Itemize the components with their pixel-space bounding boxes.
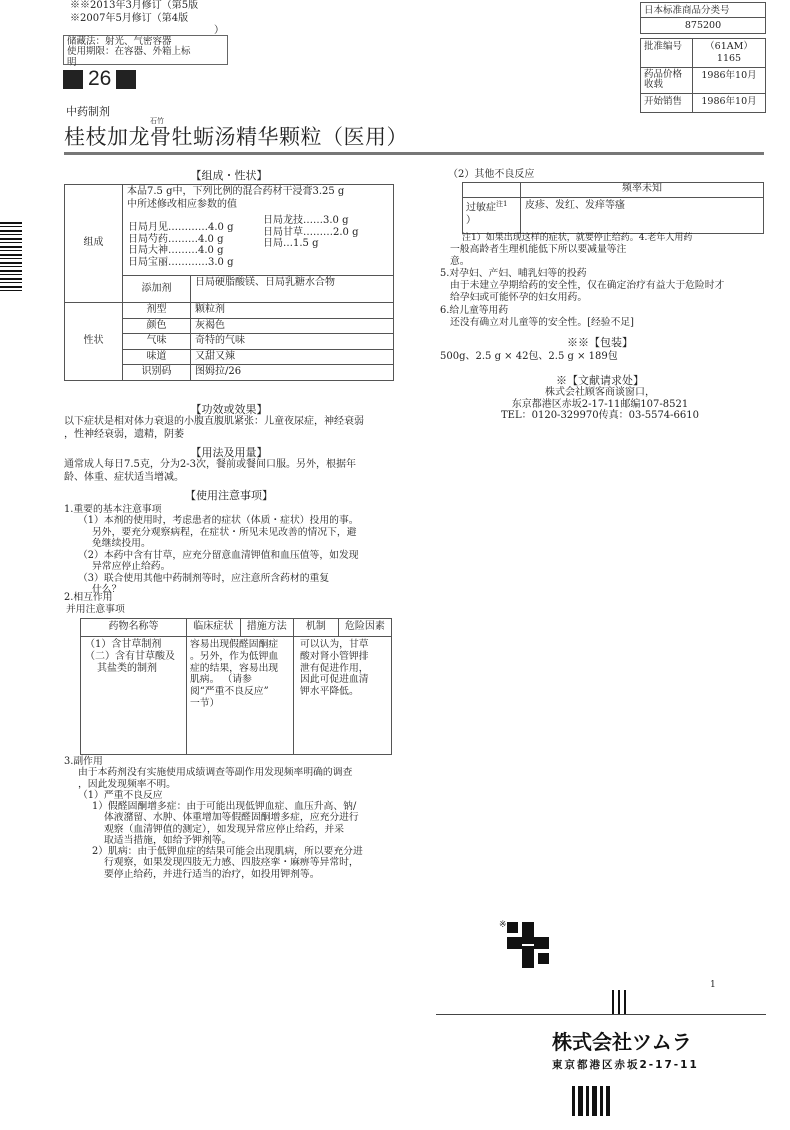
mechanism-line: 可以认为，甘草 xyxy=(300,639,369,650)
pregnancy-section xyxy=(440,268,724,303)
smell-label: 气味 xyxy=(123,334,191,350)
allergy-label-tail: ） xyxy=(466,215,476,227)
interactions xyxy=(64,592,125,616)
color-value: 灰褐色 xyxy=(191,318,394,334)
page-number: 1 xyxy=(710,980,716,990)
precaution-line: 免继续投用。 xyxy=(92,538,151,550)
col-drug-header: 药物名称等 xyxy=(81,619,187,637)
sale-start-label: 开始销售 xyxy=(641,93,693,112)
composition-label xyxy=(65,185,123,303)
dosage-heading: 【用法及用量】 xyxy=(190,446,268,459)
serious-line: 行观察，如果发现四肢无力感、四肢痉挛・麻痹等异常时， xyxy=(104,857,359,869)
storage-line: 使用期限：在容器、外箱上标 xyxy=(67,46,191,58)
precaution-line: （1）本剂的使用时，考虑患者的症状（体质・症状）投用的事。 xyxy=(78,515,359,527)
children-section xyxy=(440,305,634,329)
drug-line: （二）含有甘草酸及 xyxy=(85,651,175,662)
drug-line: （1）含甘草制剂 xyxy=(85,639,162,650)
mechanism-line: 泄有促进作用， xyxy=(300,662,369,674)
company-name: 株式会社ツムラ xyxy=(552,1030,692,1054)
additive-value: 日局硬脂酸镁、日局乳糖水合物 xyxy=(191,276,394,303)
composition-content xyxy=(123,185,394,276)
approval-value: （61AM）1165 xyxy=(693,39,766,68)
storage-line: 明 xyxy=(67,56,77,68)
children-text: 还没有确立对儿童等的安全性。[经验不足] xyxy=(450,316,634,328)
drug-cell xyxy=(81,637,187,755)
literature-line: 东京都港区赤坂2-17-11邮编107-8521 xyxy=(511,398,689,410)
allergy-value: 皮疹、发红、发痒等瘙 xyxy=(521,198,764,234)
storage-line: 储藏法：射光、气密容器 xyxy=(67,36,172,47)
dosage-line: 通常成人每日7.5克，分为2-3次，餐前或餐间口服。另外，根据年 xyxy=(64,459,357,470)
allergy-label-text: 过敏症 xyxy=(466,202,496,214)
efficacy-heading: 【功效或效果】 xyxy=(190,403,268,416)
precautions-heading: 【使用注意事项】 xyxy=(185,489,273,502)
serious-line: 1）假醛固酮增多症：由于可能出现低钾血症、血压升高、钠/ xyxy=(92,801,357,813)
storage-box xyxy=(63,35,228,68)
category-label: 中药制剂 xyxy=(66,105,110,118)
number-badge xyxy=(63,68,136,90)
frequency-header: 频率未知 xyxy=(521,183,764,198)
interactions-title: 2.相互作用 xyxy=(64,592,113,603)
drug-line: 其盐类的制剂 xyxy=(97,663,157,674)
footer-rule xyxy=(436,1014,766,1015)
col-risk-label: 危险因素 xyxy=(344,621,385,632)
barcode-mark-bottom xyxy=(572,1086,612,1116)
symptom-line: 一节） xyxy=(190,697,220,709)
basic-precautions xyxy=(64,504,359,596)
col-symptom-label: 临床症状 xyxy=(187,619,241,636)
side-effects xyxy=(64,756,363,880)
form-value: 颗粒剂 xyxy=(191,303,394,319)
revision-line: ※※2013年3月修订（第5版 xyxy=(70,0,199,11)
composition-label-text: 组成 xyxy=(83,237,104,249)
color-label: 颜色 xyxy=(123,318,191,334)
precaution-line: 什么？ xyxy=(92,584,122,596)
revision-line: ※2007年5月修订（第4版 xyxy=(70,12,189,24)
precaution-line: 另外，要充分观察病程，在症状・所见未见改善的情况下，避 xyxy=(92,526,357,538)
tsumura-cross-logo xyxy=(507,922,549,968)
efficacy-text xyxy=(64,416,364,441)
col-mechanism-header xyxy=(294,619,392,637)
side-effects-line: 由于本药剂没有实施使用成绩调查等副作用发现频率明确的调查 xyxy=(78,767,353,779)
serious-line: 取适当措施，如给予钾剂等。 xyxy=(104,834,232,846)
precaution-line: （3）联合使用其他中药制剂等时，应注意所含药材的重复 xyxy=(78,572,330,584)
classification-header: 日本标准商品分类号 xyxy=(640,2,766,18)
title-ruby: 石竹 xyxy=(150,117,164,125)
serious-reactions-title: （1）严重不良反应 xyxy=(78,789,163,801)
classification-code: 875200 xyxy=(640,18,766,34)
pregnancy-title: 5.对孕妇、产妇、哺乳妇等的投药 xyxy=(440,268,587,279)
children-title: 6.给儿童等用药 xyxy=(440,305,509,316)
symptom-line: 阅“严重不良反应” xyxy=(190,686,269,697)
symptom-line: 容易出现假醛固酮症 xyxy=(190,639,279,650)
herb-list-left xyxy=(128,222,233,268)
herb-item: 日局甘草………2.0 g xyxy=(263,226,359,238)
literature-text xyxy=(440,387,760,422)
package-heading: ※※【包装】 xyxy=(567,336,633,349)
elderly-line: 一般高龄者生理机能低下所以要减量等注 xyxy=(450,244,627,255)
side-effects-title: 3.副作用 xyxy=(64,756,103,767)
other-reactions-table xyxy=(462,182,764,234)
symptom-line: 症的结果，容易出现 xyxy=(190,662,279,674)
badge-block-left xyxy=(63,70,83,89)
precaution-line: 异常应停止给药。 xyxy=(92,561,171,573)
mechanism-line: 因此可促进血清 xyxy=(300,674,369,686)
other-reactions-title: （2）其他不良反应 xyxy=(448,169,535,180)
mechanism-line: 酸对肾小管钾排 xyxy=(300,650,369,662)
title-rule xyxy=(64,152,764,155)
property-label-text: 性状 xyxy=(83,335,104,346)
property-label xyxy=(65,303,123,381)
interaction-table xyxy=(80,618,392,755)
serious-line: 2）肌病：由于低钾血症的结果可能会出现肌病，所以要充分进 xyxy=(92,846,363,858)
pregnancy-line: 由于未建立孕期给药的安全性，仅在确定治疗有益大于危险时才 xyxy=(450,279,725,291)
allergy-label xyxy=(463,198,521,234)
herb-item: 日局月见…………4.0 g xyxy=(128,222,234,233)
side-effects-line: ，因此发现频率不明。 xyxy=(78,778,176,790)
identification-value: 图姆拉/26 xyxy=(191,365,394,381)
herb-item: 日局芍药………4.0 g xyxy=(128,233,224,245)
serious-line: 体液潴留、水肿、体重增加等假醛固酮增多症，应充分进行 xyxy=(104,812,359,824)
badge-number: 26 xyxy=(88,66,112,90)
mechanism-cell xyxy=(294,637,392,755)
approval-table xyxy=(640,38,766,113)
barcode-mark-top xyxy=(610,990,630,1014)
sale-start-value: 1986年10月 xyxy=(693,93,766,112)
side-barcode xyxy=(0,222,22,292)
herb-item: 日局…1.5 g xyxy=(263,238,319,249)
basic-precautions-title: 1.重要的基本注意事项 xyxy=(64,504,162,515)
revision-line: ） xyxy=(214,25,224,36)
composition-intro: 本品7.5 g中，下列比例的混合药材干浸膏3.25 g xyxy=(127,186,345,197)
col-symptom-header xyxy=(187,619,294,637)
package-text: 500g、2.5 g × 42包、2.5 g × 189包 xyxy=(440,351,618,362)
additive-label: 添加剂 xyxy=(123,276,191,303)
literature-line: 株式会社顾客商谈窗口， xyxy=(545,387,655,398)
herb-list-right xyxy=(263,215,358,250)
symptom-line: 。另外，作为低钾血 xyxy=(190,650,279,662)
other-reactions-note xyxy=(462,233,692,244)
company-address: 東京都港区赤坂2-17-11 xyxy=(552,1059,699,1071)
precaution-line: （2）本药中含有甘草，应充分留意血清钾值和血压值等，如发现 xyxy=(78,549,359,561)
col-mechanism-label: 机制 xyxy=(294,619,339,636)
serious-line: 要停止给药，并进行适当的治疗，如投用钾剂等。 xyxy=(104,868,320,880)
price-listing-label: 药品价格收载 xyxy=(641,67,693,93)
mechanism-line: 钾水平降低。 xyxy=(300,686,359,697)
symptom-cell xyxy=(187,637,294,755)
smell-value: 奇特的气味 xyxy=(191,334,394,350)
composition-heading: 【组成・性状】 xyxy=(190,169,268,182)
logo-asterisk: ※ xyxy=(499,920,507,930)
composition-table xyxy=(64,184,394,381)
allergy-note-ref: 注1 xyxy=(496,200,508,208)
dosage-line: 龄、体重、症状适当增减。 xyxy=(64,471,184,483)
literature-line: TEL：0120-329970传真：03-5574-6610 xyxy=(501,410,699,421)
page-title: 桂枝加龙骨牡蛎汤精华颗粒（医用） xyxy=(64,125,408,149)
other-reactions-corner xyxy=(463,183,521,198)
revision-notes xyxy=(70,0,224,38)
elderly-line: 意。 xyxy=(450,255,470,267)
interactions-subtitle: 并用注意事项 xyxy=(66,603,125,615)
herb-item: 日局宝丽…………3.0 g xyxy=(128,256,234,268)
form-label: 剂型 xyxy=(123,303,191,319)
badge-block-right xyxy=(116,70,136,89)
taste-value: 又甜又辣 xyxy=(191,349,394,365)
identification-label: 识别码 xyxy=(123,365,191,381)
classification-table xyxy=(640,2,766,113)
symptom-line: 肌病。 （请参 xyxy=(190,674,252,686)
col-measure-label: 措施方法 xyxy=(246,621,287,632)
efficacy-line: 以下症状是相对体力衰退的小腹直腹肌紧张：儿童夜尿症，神经衰弱 xyxy=(64,416,364,427)
herb-item: 日局龙技……3.0 g xyxy=(263,215,349,226)
elderly-text xyxy=(450,244,626,268)
literature-heading: ※【文献请求处】 xyxy=(556,374,644,387)
serious-line: 观察（血清钾值的测定），如发现异常应停止给药，并采 xyxy=(104,823,345,835)
herb-item: 日局大神………4.0 g xyxy=(128,245,224,256)
composition-intro: 中所述修改相应参数的值 xyxy=(127,198,237,210)
efficacy-line: ，性神经衰弱，遗精，阴萎 xyxy=(64,428,184,440)
price-listing-value: 1986年10月 xyxy=(693,67,766,93)
pregnancy-line: 给孕妇或可能怀孕的妇女用药。 xyxy=(450,291,588,303)
approval-label: 批准编号 xyxy=(641,39,693,68)
taste-label: 味道 xyxy=(123,349,191,365)
dosage-text xyxy=(64,459,356,484)
footnote-line: 注1）如果出现这样的症状，就要停止给药。4.老年人用药 xyxy=(462,233,693,243)
